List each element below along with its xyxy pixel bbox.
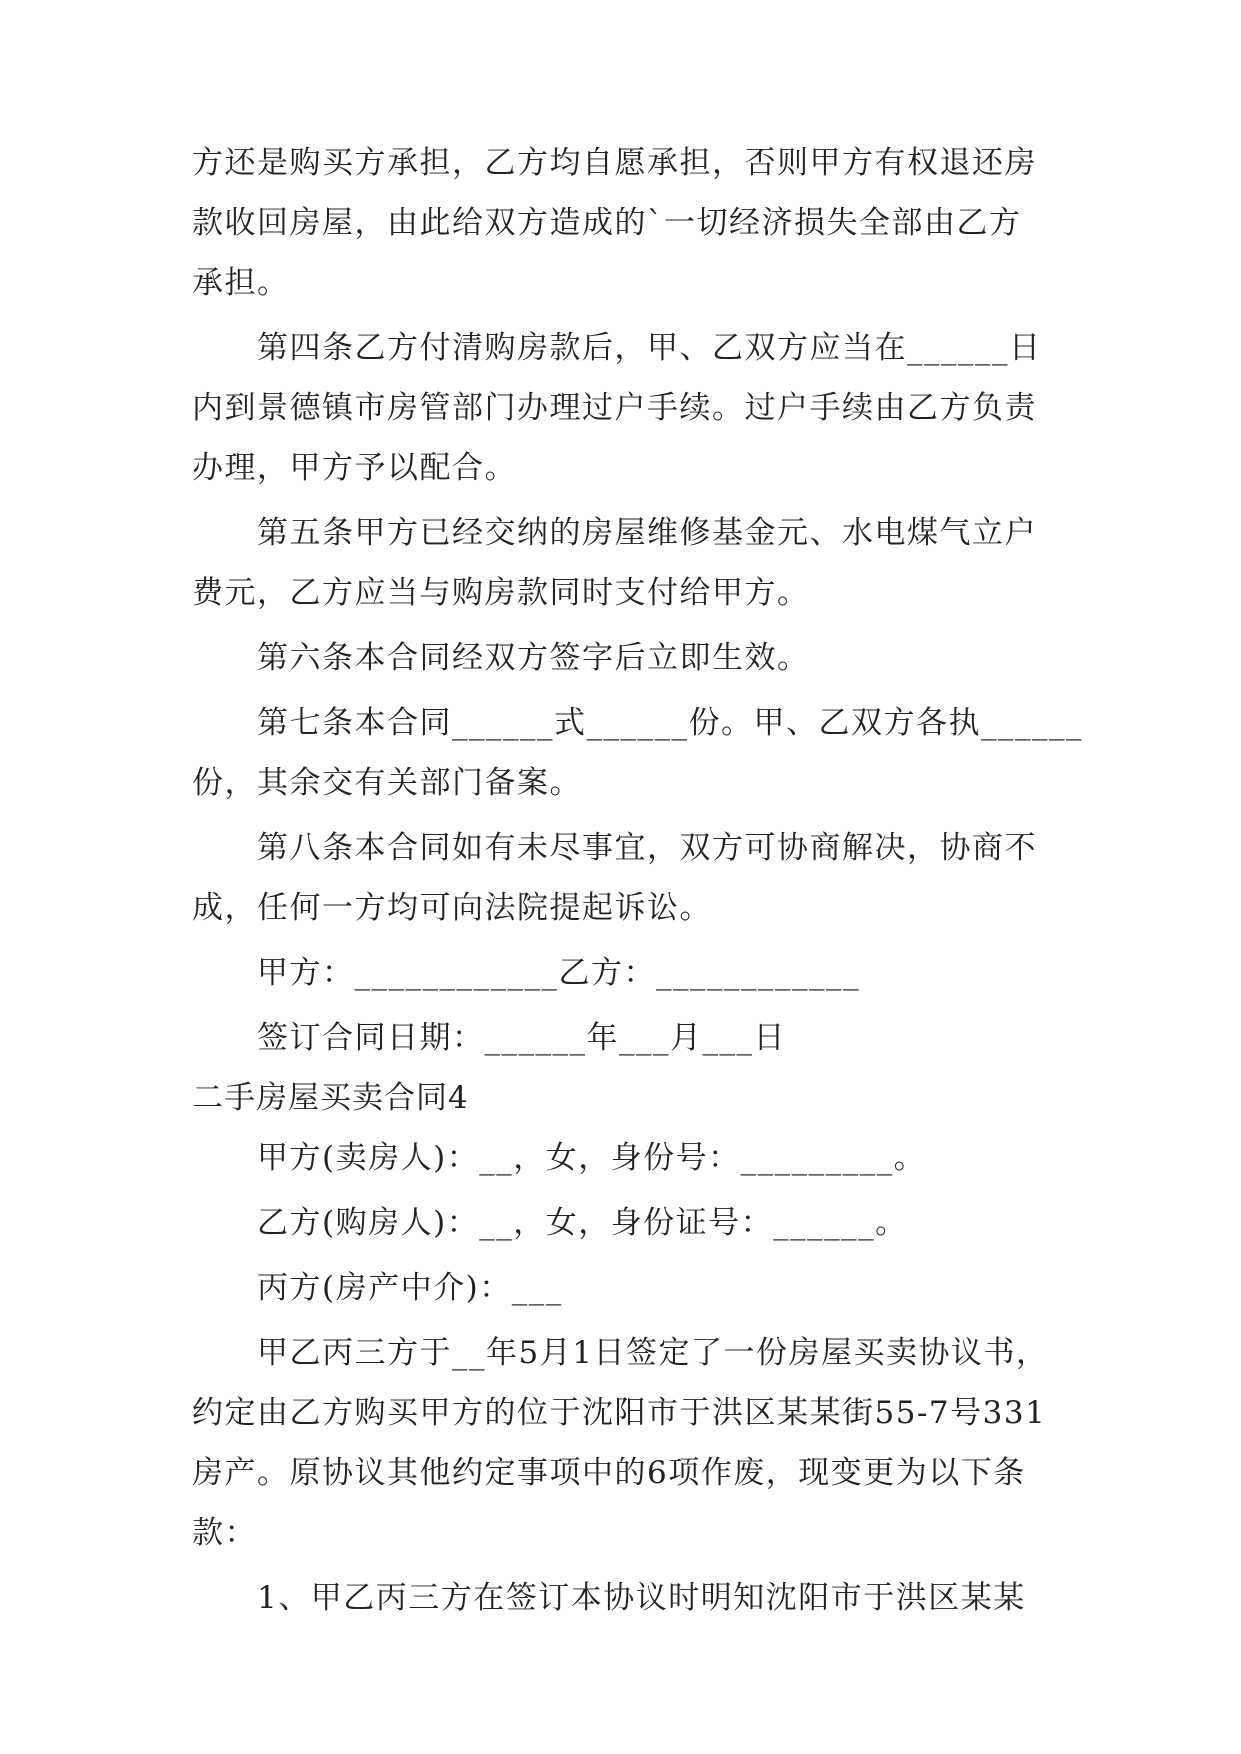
text-line: 承担。 (192, 265, 290, 301)
text-line: 甲乙丙三方于__年5月1日签定了一份房屋买卖协议书， (257, 1335, 1049, 1371)
clause-six: 第六条本合同经双方签字后立即生效。 (257, 640, 810, 676)
clause-five: 第五条甲方已经交纳的房屋维修基金元、水电煤气立户 (257, 515, 1037, 551)
clause-seven: 第七条本合同______式______份。甲、乙双方各执______ (257, 705, 1083, 741)
text-line: 费元，乙方应当与购房款同时支付给甲方。 (192, 575, 810, 611)
clause-eight: 第八条本合同如有未尽事宜，双方可协商解决，协商不 (257, 830, 1037, 866)
section-title: 二手房屋买卖合同4 (192, 1080, 469, 1116)
party-c-line: 丙方(房产中介)：___ (257, 1270, 563, 1306)
text-line: 款： (192, 1515, 257, 1551)
text-line: 房产。原协议其他约定事项中的6项作废，现变更为以下条 (192, 1455, 1026, 1491)
text-line: 成，任何一方均可向法院提起诉讼。 (192, 890, 712, 926)
text-line: 方还是购买方承担，乙方均自愿承担，否则甲方有权退还房 (192, 145, 1037, 181)
text-line: 款收回房屋，由此给双方造成的`一切经济损失全部由乙方 (192, 205, 1022, 241)
clause-four: 第四条乙方付清购房款后，甲、乙双方应当在______日 (257, 330, 1042, 366)
party-a-line: 甲方(卖房人)：__，女，身份号：_________。 (257, 1140, 927, 1176)
signature-line: 甲方：____________乙方：____________ (257, 955, 860, 991)
text-line: 份，其余交有关部门备案。 (192, 765, 582, 801)
text-line: 办理，甲方予以配合。 (192, 450, 517, 486)
item-one-line: 1、甲乙丙三方在签订本协议时明知沈阳市于洪区某某 (257, 1580, 1026, 1616)
text-line: 约定由乙方购买甲方的位于沈阳市于洪区某某街55-7号331 (192, 1395, 1047, 1431)
text-line: 内到景德镇市房管部门办理过户手续。过户手续由乙方负责 (192, 390, 1037, 426)
contract-date-line: 签订合同日期：______年___月___日 (257, 1020, 786, 1056)
party-b-line: 乙方(购房人)：__，女，身份证号：______。 (257, 1205, 908, 1241)
